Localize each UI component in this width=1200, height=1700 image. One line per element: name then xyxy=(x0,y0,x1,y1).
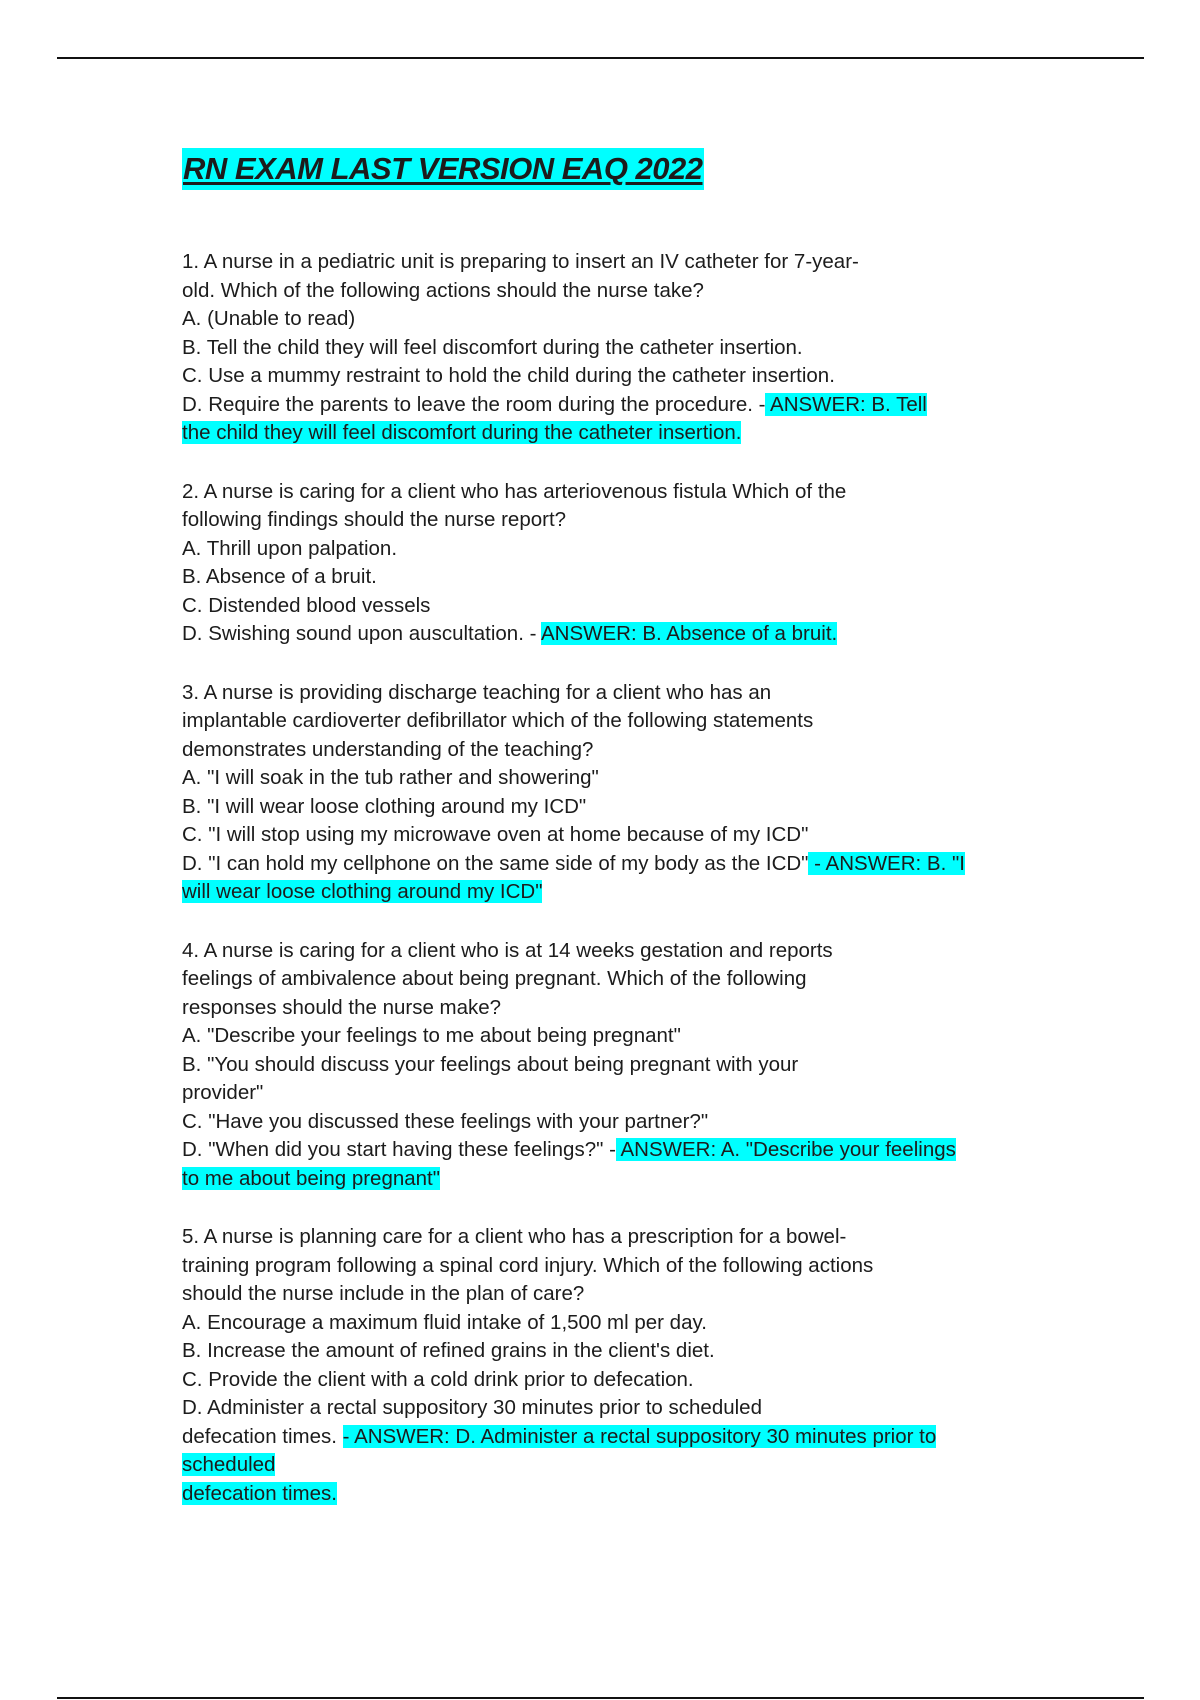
question-text-line: old. Which of the following actions should the nurse take? xyxy=(182,278,704,302)
answer-line xyxy=(182,620,1042,649)
answer-highlight: - ANSWER: B. "I xyxy=(808,851,965,875)
question-text-line: should the nurse include in the plan of care? xyxy=(182,1282,585,1305)
option-text: D. "When did you start having these feelings?" - xyxy=(182,1138,616,1161)
question-text-line: B. Increase the amount of refined grains in the client's diet. xyxy=(182,1339,715,1362)
question-5 xyxy=(182,1223,1042,1508)
question-text-line: C. Provide the client with a cold drink prior to defecation. xyxy=(182,1367,694,1391)
question-text-line: provider" xyxy=(182,1081,264,1104)
question-text-line: C. "Have you discussed these feelings with your partner?" xyxy=(182,1109,709,1133)
answer-highlight: will wear loose clothing around my ICD" xyxy=(182,880,543,903)
question-text-line: feelings of ambivalence about being pregnant. Which of the following xyxy=(182,967,807,990)
document-body xyxy=(182,148,1042,1508)
answer-highlight: scheduled xyxy=(182,1453,276,1476)
question-text-line: A. Encourage a maximum fluid intake of 1,500 ml per day. xyxy=(182,1310,707,1334)
answer-highlight: the child they will feel discomfort during the catheter insertion. xyxy=(182,421,742,444)
question-1 xyxy=(182,248,1042,448)
question-text-line: implantable cardioverter defibrillator which of the following statements xyxy=(182,709,814,732)
answer-highlight: defecation times. xyxy=(182,1481,337,1505)
bottom-rule xyxy=(57,1697,1144,1699)
question-text-line: B. "You should discuss your feelings about being pregnant with your xyxy=(182,1052,799,1076)
option-text: D. "I can hold my cellphone on the same side of my body as the ICD" xyxy=(182,851,809,875)
question-text-line: following findings should the nurse report? xyxy=(182,508,567,531)
answer-continuation-line xyxy=(182,1480,1042,1509)
answer-highlight: - ANSWER: D. Administer a rectal suppository 30 minutes prior to xyxy=(342,1424,937,1448)
question-text-line: A. "I will soak in the tub rather and showering" xyxy=(182,766,599,789)
question-text-line: B. Absence of a bruit. xyxy=(182,565,377,588)
top-rule xyxy=(57,57,1144,59)
answer-continuation-line xyxy=(182,878,1042,907)
option-text: D. Require the parents to leave the room during the procedure. - xyxy=(182,392,766,416)
question-list xyxy=(182,248,1042,1508)
answer-highlight: ANSWER: B. Tell xyxy=(765,392,927,416)
question-text-line: responses should the nurse make? xyxy=(182,995,502,1019)
question-stem-line: 2. A nurse is caring for a client who has arteriovenous fistula Which of the xyxy=(182,479,847,503)
question-text-line: demonstrates understanding of the teaching? xyxy=(182,737,594,761)
option-text: D. Swishing sound upon auscultation. - xyxy=(182,622,541,645)
question-text-line: A. Thrill upon palpation. xyxy=(182,536,398,560)
document-title: RN EXAM LAST VERSION EAQ 2022 xyxy=(182,148,704,190)
answer-line xyxy=(182,850,1042,879)
question-2 xyxy=(182,478,1042,649)
question-stem-line: 3. A nurse is providing discharge teaching for a client who has an xyxy=(182,680,772,704)
question-stem-line: 4. A nurse is caring for a client who is at 14 weeks gestation and reports xyxy=(182,938,833,962)
question-3 xyxy=(182,679,1042,907)
question-stem-line: 1. A nurse in a pediatric unit is preparing to insert an IV catheter for 7-year- xyxy=(182,250,859,273)
answer-highlight: to me about being pregnant" xyxy=(182,1166,441,1190)
answer-line xyxy=(182,391,1042,420)
answer-line xyxy=(182,1423,1042,1452)
question-text-line: D. Administer a rectal suppository 30 minutes prior to scheduled xyxy=(182,1396,762,1419)
answer-continuation-line xyxy=(182,1165,1042,1194)
answer-line xyxy=(182,1136,1042,1165)
question-text-line: A. "Describe your feelings to me about being pregnant" xyxy=(182,1024,681,1047)
answer-continuation-line xyxy=(182,419,1042,448)
question-text-line: C. "I will stop using my microwave oven at home because of my ICD" xyxy=(182,823,809,846)
answer-continuation-line xyxy=(182,1451,1042,1480)
question-text-line: B. Tell the child they will feel discomfort during the catheter insertion. xyxy=(182,335,803,359)
answer-highlight: ANSWER: A. "Describe your feelings xyxy=(615,1138,956,1161)
question-4 xyxy=(182,937,1042,1194)
question-text-line: C. Distended blood vessels xyxy=(182,593,431,617)
option-text: defecation times. xyxy=(182,1424,343,1448)
question-text-line: A. (Unable to read) xyxy=(182,307,356,330)
question-text-line: training program following a spinal cord injury. Which of the following actions xyxy=(182,1253,874,1277)
answer-highlight: ANSWER: B. Absence of a bruit. xyxy=(540,622,838,645)
question-text-line: C. Use a mummy restraint to hold the child during the catheter insertion. xyxy=(182,364,835,387)
question-text-line: B. "I will wear loose clothing around my ICD" xyxy=(182,794,587,818)
question-stem-line: 5. A nurse is planning care for a client who has a prescription for a bowel- xyxy=(182,1225,847,1248)
